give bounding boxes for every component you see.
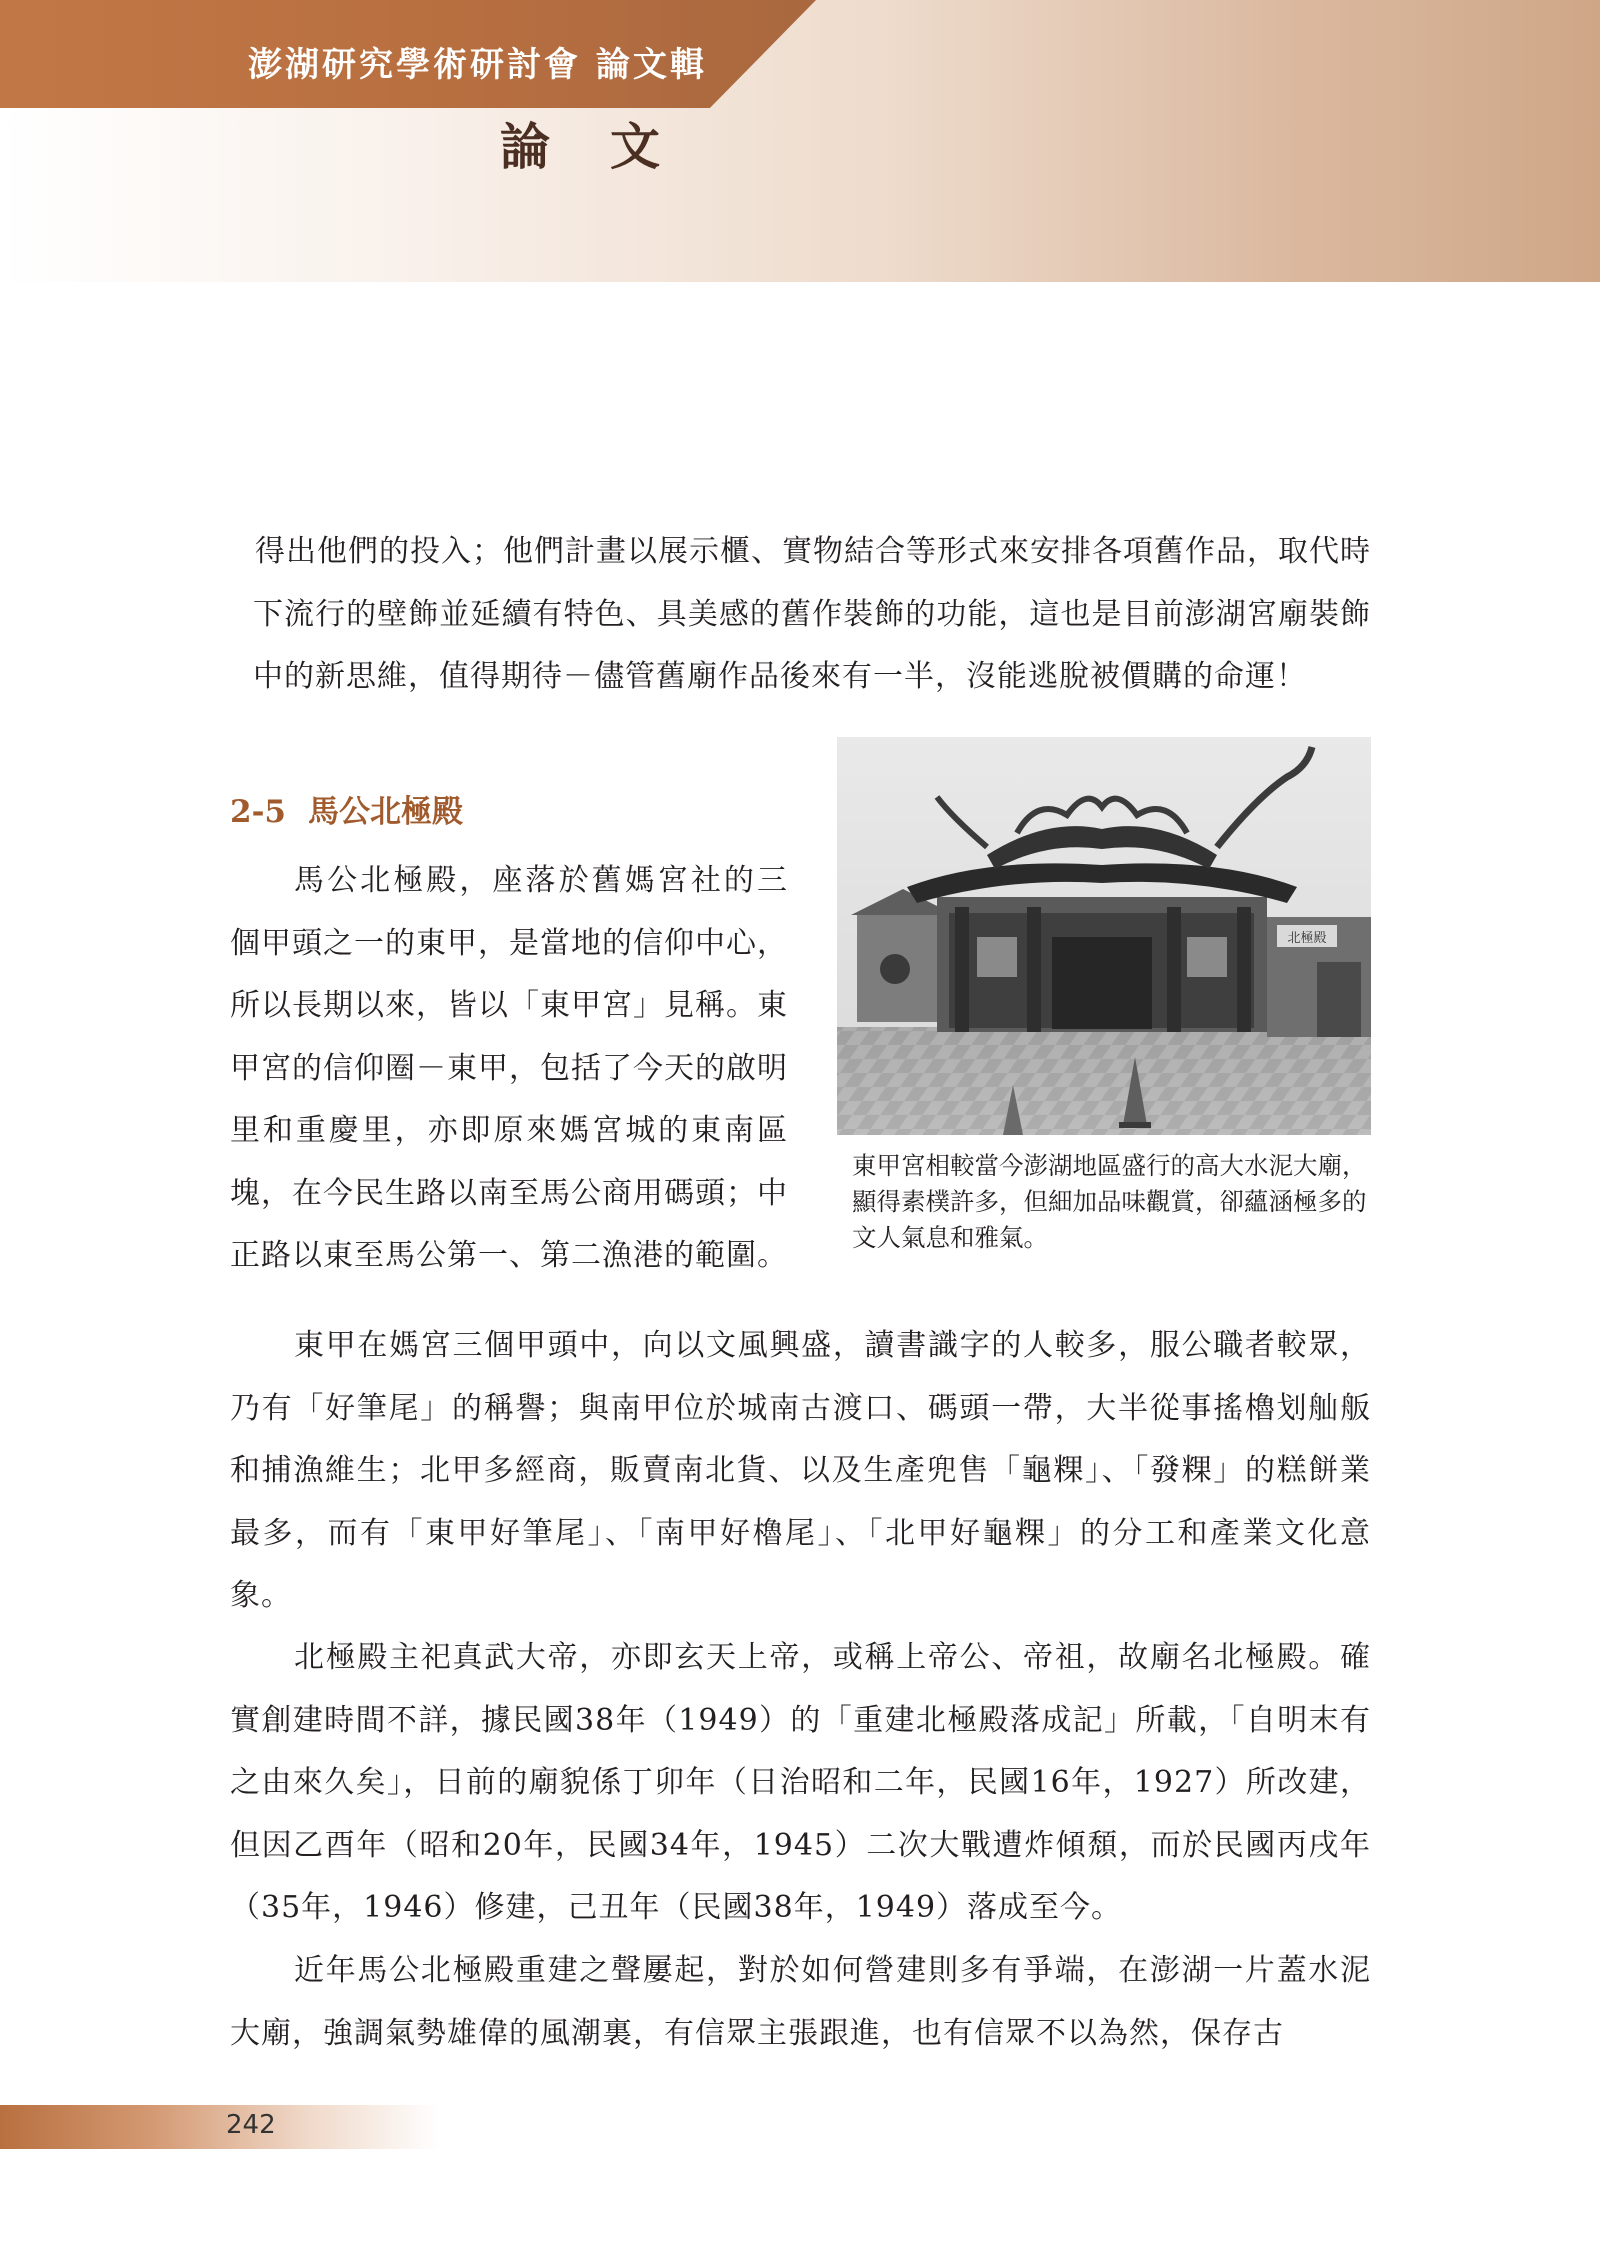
section-heading-number: 2-5 [230, 794, 287, 830]
temple-photo [837, 737, 1371, 1135]
paragraph-location: 馬公北極殿，座落於舊媽宮社的三個甲頭之一的東甲，是當地的信仰中心，所以長期以來，皆以「東甲宮」見稱。東甲宮的信仰圈－東甲，包括了今天的啟明里和重慶里，亦即原來媽宮城的東南區塊，在今民生路以南至馬公商用碼頭；中正路以東至馬公第一、第二漁港的範圍。 [230, 863, 788, 1273]
paragraph-reconstruction: 近年馬公北極殿重建之聲屢起，對於如何營建則多有爭端，在澎湖一片蓋水泥大廟，強調氣勢雄偉的風潮裏，有信眾主張跟進，也有信眾不以為然，保存古 [230, 1953, 1371, 2051]
series-title: 澎湖研究學術研討會 論文輯 [248, 45, 707, 85]
photo-caption: 東甲宮相較當今澎湖地區盛行的高大水泥大廟，顯得素樸許多，但細加品味觀賞，卻蘊涵極多的文人氣息和雅氣。 [852, 1151, 1367, 1252]
temple-photo-drawing [837, 737, 1371, 1135]
paragraph-district: 東甲在媽宮三個甲頭中，向以文風興盛，讀書識字的人較多，服公職者較眾，乃有「好筆尾」的稱譽；與南甲位於城南古渡口、碼頭一帶，大半從事搖櫓划舢舨和捕漁維生；北甲多經商，販賣南北貨、以及生產兜售「龜粿」、「發粿」的糕餅業最多，而有「東甲好筆尾」、「南甲好櫓尾」、「北甲好龜粿」的分工和產業文化意象。 [230, 1328, 1371, 1613]
section-heading-title: 馬公北極殿 [308, 794, 464, 830]
intro-paragraph: 得出他們的投入；他們計畫以展示櫃、實物結合等形式來安排各項舊作品，取代時下流行的壁飾並延續有特色、具美感的舊作裝飾的功能，這也是目前澎湖宮廟裝飾中的新思維，值得期待－儘管舊廟作品後來有一半，沒能逃脫被價購的命運！ [253, 534, 1371, 694]
footer-bar [0, 2105, 440, 2149]
section-title: 論文 [500, 117, 720, 176]
section-heading [230, 794, 464, 830]
paragraph-history: 北極殿主祀真武大帝，亦即玄天上帝，或稱上帝公、帝祖，故廟名北極殿。確實創建時間不詳，據民國38年（1949）的「重建北極殿落成記」所載，「自明末有之由來久矣」，日前的廟貌係丁卯年（日治昭和二年，民國16年，1927）所改建，但因乙酉年（昭和20年，民國34年，1945）二次大戰遭炸傾頹，而於民國丙戌年（35年，1946）修建，己丑年（民國38年，1949）落成至今。 [230, 1640, 1371, 1925]
page-number: 242 [226, 2110, 276, 2140]
temple-sign: 北極殿 [1287, 931, 1327, 946]
